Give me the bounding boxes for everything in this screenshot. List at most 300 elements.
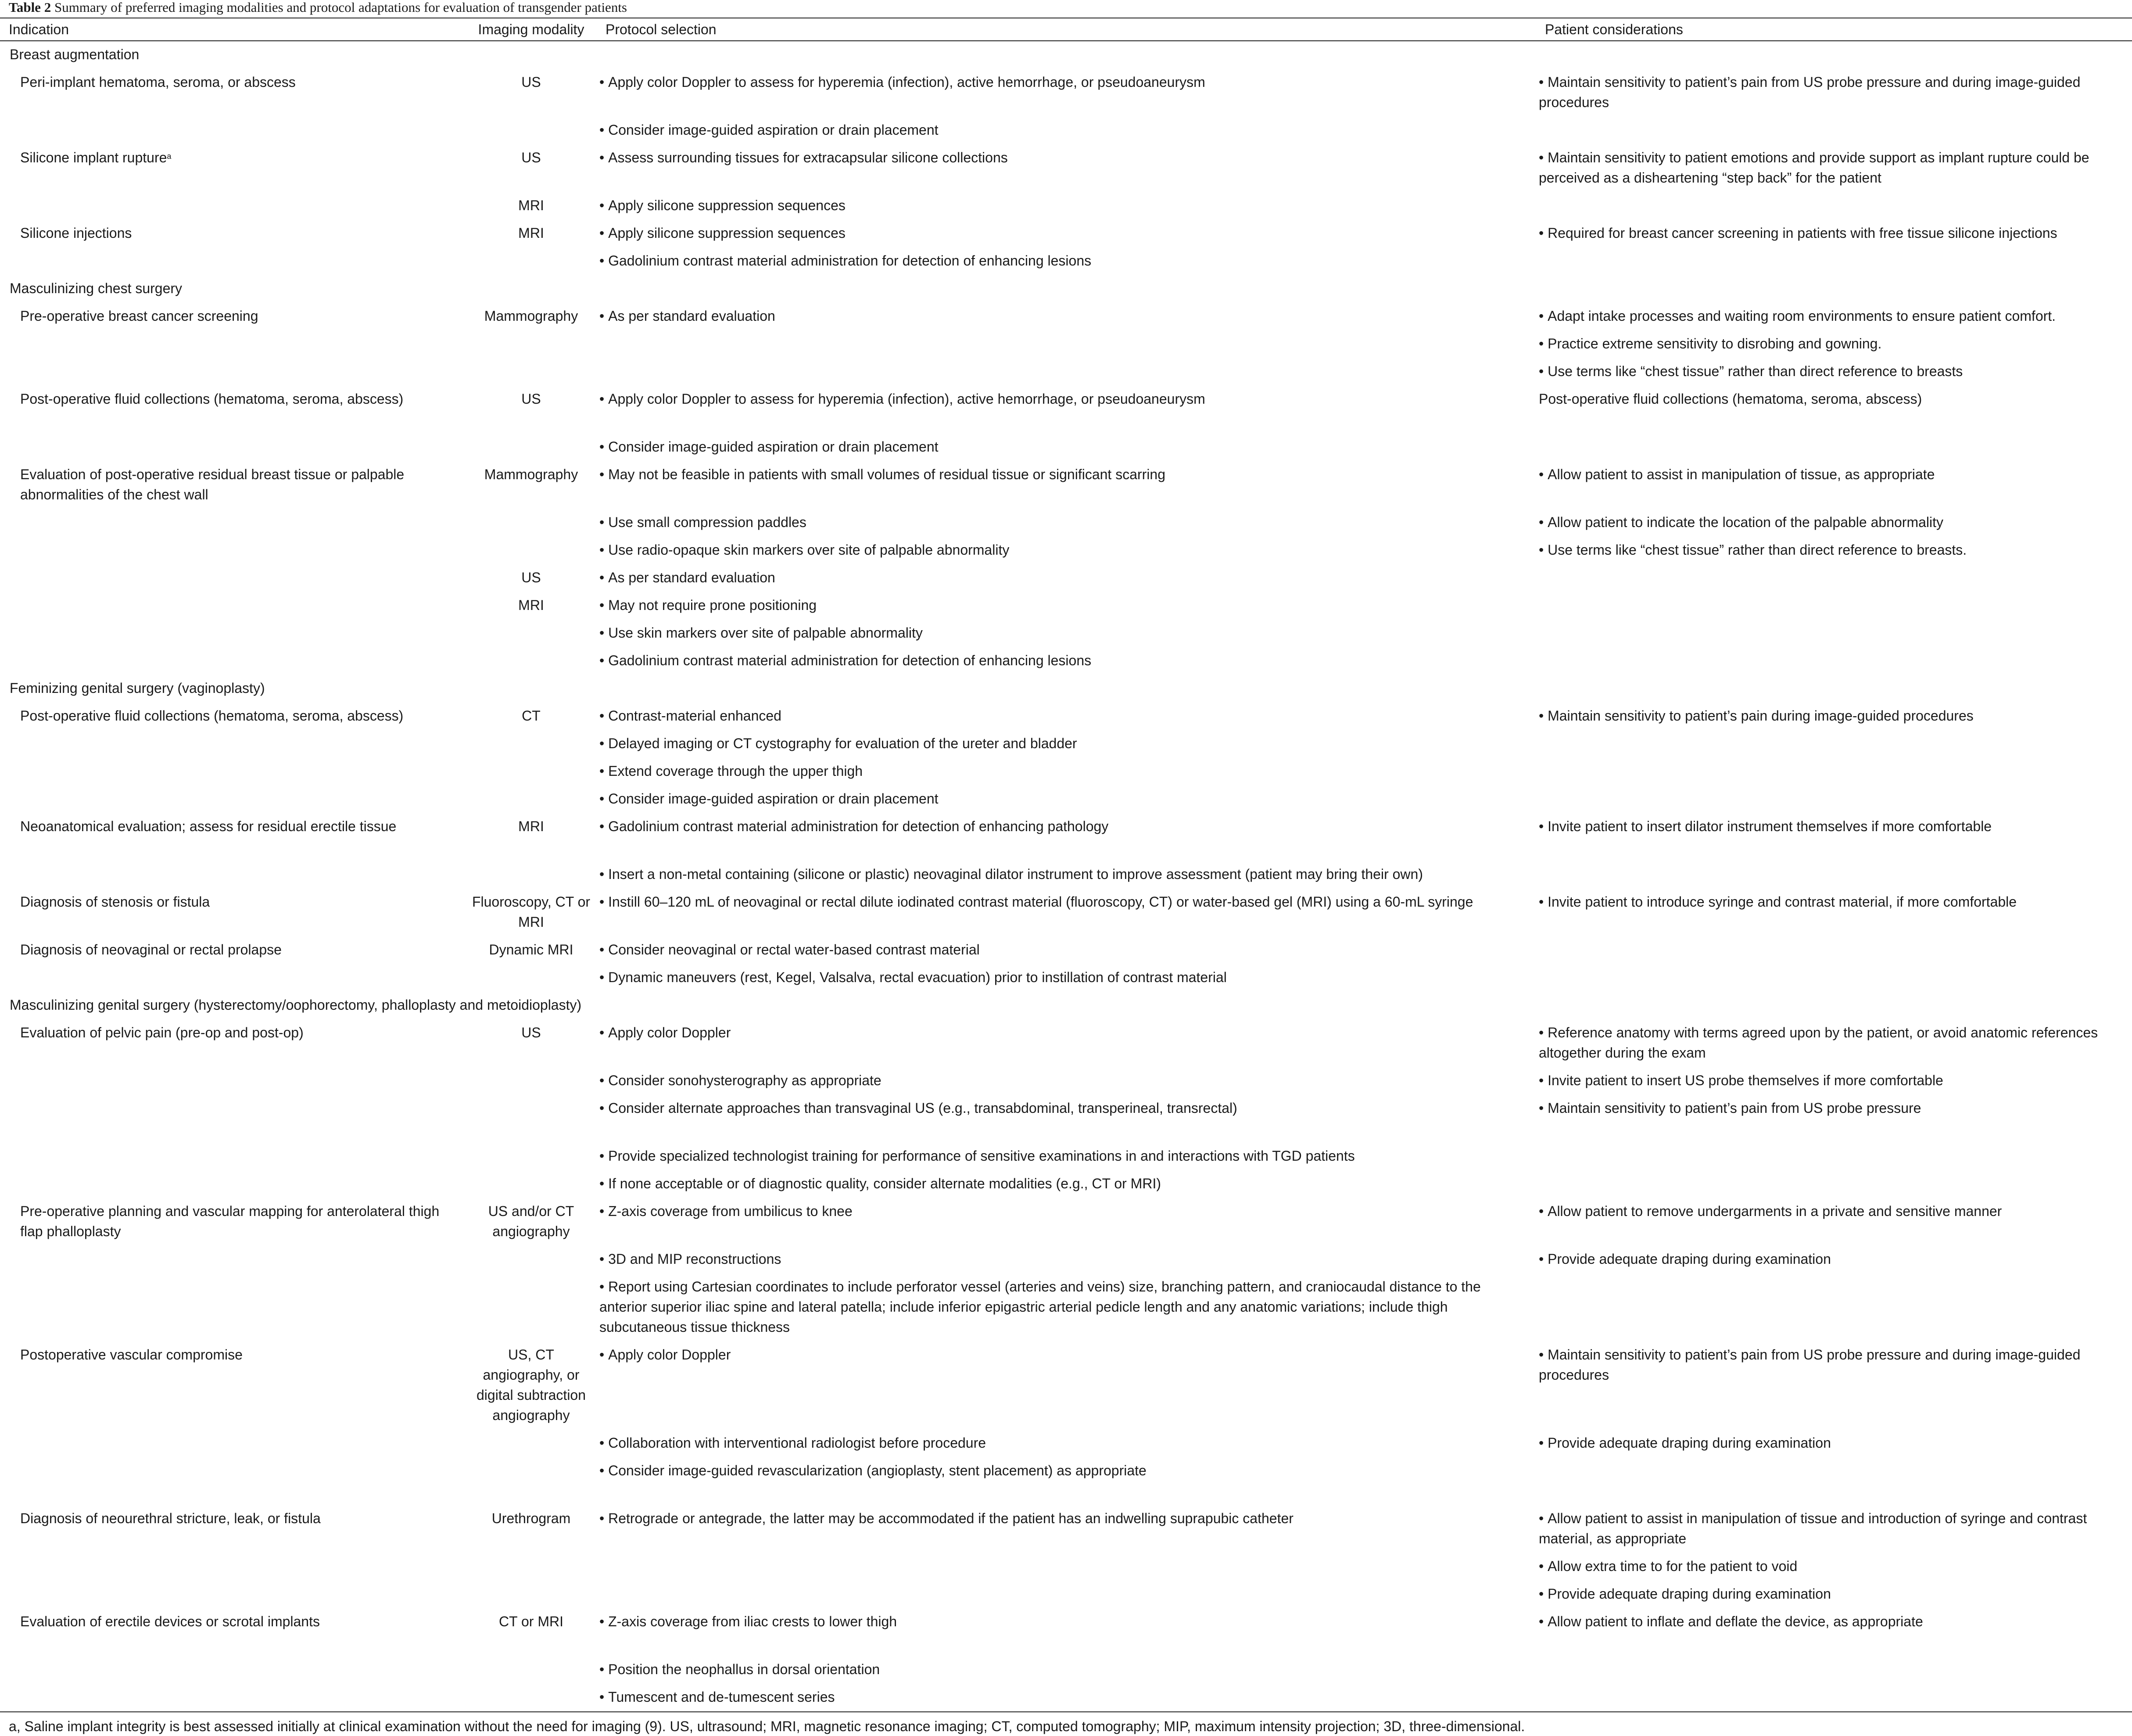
protocol-selection-cell [597, 434, 1536, 461]
imaging-modality-cell [466, 1341, 597, 1430]
indication-cell [0, 1019, 466, 1067]
table-row [0, 813, 2132, 861]
protocol-selection-cell [597, 69, 1536, 117]
section-heading: Masculinizing genital surgery (hysterectomy/oophorectomy, phalloplasty and metoidioplasty) [10, 997, 582, 1013]
indication-cell [0, 1341, 466, 1430]
table-row [0, 1553, 2132, 1581]
imaging-modality-cell [466, 620, 597, 647]
patient-considerations-text: • Adapt intake processes and waiting room environments to ensure patient comfort. [1539, 308, 2056, 324]
imaging-modality-text: US, CT angiography, or digital subtraction angiography [476, 1347, 586, 1423]
patient-considerations-cell [1536, 1170, 2132, 1198]
patient-considerations-text: • Allow patient to inflate and deflate the device, as appropriate [1539, 1614, 1923, 1629]
table-row [0, 1341, 2132, 1430]
indication-cell [0, 330, 466, 358]
protocol-selection-cell [597, 461, 1536, 509]
protocol-selection-cell [597, 330, 1536, 358]
patient-considerations-cell [1536, 1608, 2132, 1656]
imaging-modality-text: CT [522, 708, 541, 724]
table-row [0, 1430, 2132, 1457]
protocol-selection-cell [597, 1170, 1536, 1198]
protocol-selection-cell [597, 1273, 1536, 1341]
protocol-selection-cell [597, 1019, 1536, 1067]
patient-considerations-text: • Maintain sensitivity to patient’s pain from US probe pressure and during image-guided procedures [1539, 74, 2080, 110]
table-row [0, 461, 2132, 509]
patient-considerations-text: • Provide adequate draping during examination [1539, 1251, 1831, 1267]
imaging-modality-cell [466, 1581, 597, 1608]
patient-considerations-text: • Provide adequate draping during examination [1539, 1435, 1831, 1451]
patient-considerations-cell [1536, 861, 2132, 889]
protocol-selection-text: • Retrograde or antegrade, the latter may be accommodated if the patient has an indwelling suprapubic catheter [599, 1510, 1294, 1526]
table-row [0, 117, 2132, 144]
protocol-selection-cell [597, 786, 1536, 813]
patient-considerations-text: • Invite patient to introduce syringe and contrast material, if more comfortable [1539, 894, 2017, 910]
table-row [0, 69, 2132, 117]
table-row [0, 1273, 2132, 1341]
imaging-modality-cell [466, 592, 597, 620]
indication-cell [0, 786, 466, 813]
patient-considerations-cell [1536, 1505, 2132, 1553]
patient-considerations-cell [1536, 1430, 2132, 1457]
patient-considerations-text: • Use terms like “chest tissue” rather than direct reference to breasts [1539, 363, 1963, 379]
patient-considerations-cell [1536, 537, 2132, 564]
imaging-modality-cell [466, 861, 597, 889]
protocol-selection-cell [597, 813, 1536, 861]
imaging-modality-cell [466, 1019, 597, 1067]
imaging-modality-cell [466, 889, 597, 936]
protocol-selection-text: • Provide specialized technologist training for performance of sensitive examinations in and interactions with TGD patients [599, 1148, 1355, 1164]
column-header-protocol-selection: Protocol selection [597, 18, 1536, 41]
table-row [0, 1684, 2132, 1712]
table-row [0, 1170, 2132, 1198]
column-header-patient-considerations: Patient considerations [1536, 18, 2132, 41]
indication-cell [0, 964, 466, 992]
patient-considerations-text: • Allow patient to indicate the location of the palpable abnormality [1539, 514, 1943, 530]
indication-cell [0, 592, 466, 620]
table-row [0, 1019, 2132, 1067]
indication-text: Post-operative fluid collections (hematoma, seroma, abscess) [20, 708, 404, 724]
protocol-selection-cell [597, 117, 1536, 144]
protocol-selection-text: • Gadolinium contrast material administration for detection of enhancing lesions [599, 253, 1091, 269]
protocol-selection-cell [597, 247, 1536, 275]
table-row [0, 1198, 2132, 1246]
indication-cell [0, 220, 466, 247]
patient-considerations-cell [1536, 192, 2132, 220]
indication-cell [0, 861, 466, 889]
patient-considerations-text: • Allow patient to remove undergarments in a private and sensitive manner [1539, 1203, 2002, 1219]
table-row [0, 964, 2132, 992]
imaging-modality-cell [466, 1170, 597, 1198]
indication-cell [0, 730, 466, 758]
patient-considerations-text: • Maintain sensitivity to patient’s pain from US probe pressure [1539, 1100, 1921, 1116]
protocol-selection-text: • As per standard evaluation [599, 570, 775, 585]
patient-considerations-text: • Invite patient to insert dilator instrument themselves if more comfortable [1539, 818, 1992, 834]
table-row [0, 247, 2132, 275]
protocol-selection-cell [597, 564, 1536, 592]
indication-cell [0, 703, 466, 730]
protocol-selection-cell [597, 861, 1536, 889]
protocol-selection-text: • Consider alternate approaches than transvaginal US (e.g., transabdominal, transperineal, transrectal) [599, 1100, 1237, 1116]
imaging-modality-cell [466, 813, 597, 861]
protocol-selection-cell [597, 537, 1536, 564]
section-row [0, 41, 2132, 69]
patient-considerations-cell [1536, 461, 2132, 509]
patient-considerations-cell [1536, 303, 2132, 330]
indication-text: Pre-operative planning and vascular mapping for anterolateral thigh flap phalloplasty [20, 1203, 440, 1239]
patient-considerations-text: • Maintain sensitivity to patient emotions and provide support as implant rupture could be perceived as a disheartening “step back” for the patient [1539, 150, 2089, 186]
protocol-selection-cell [597, 703, 1536, 730]
table-row [0, 192, 2132, 220]
protocol-selection-cell [597, 889, 1536, 936]
patient-considerations-text: • Required for breast cancer screening in patients with free tissue silicone injections [1539, 225, 2057, 241]
section-heading: Masculinizing chest surgery [10, 280, 183, 296]
table-row [0, 1581, 2132, 1608]
protocol-selection-text: • Use radio-opaque skin markers over site of palpable abnormality [599, 542, 1009, 558]
protocol-selection-cell [597, 647, 1536, 675]
imaging-modality-cell [466, 1505, 597, 1553]
patient-considerations-cell [1536, 1684, 2132, 1712]
protocol-selection-text: • Apply silicone suppression sequences [599, 225, 846, 241]
protocol-selection-cell [597, 509, 1536, 537]
table-row [0, 620, 2132, 647]
protocol-selection-text: • Consider image-guided aspiration or drain placement [599, 122, 939, 138]
protocol-selection-text: • Dynamic maneuvers (rest, Kegel, Valsalva, rectal evacuation) prior to instillation of contrast material [599, 969, 1227, 985]
imaging-modality-cell [466, 330, 597, 358]
indication-cell [0, 1430, 466, 1457]
imaging-modality-cell [466, 303, 597, 330]
indication-cell [0, 386, 466, 434]
table-row [0, 1457, 2132, 1505]
protocol-selection-text: • Consider image-guided aspiration or drain placement [599, 791, 939, 807]
table-row [0, 1656, 2132, 1684]
patient-considerations-cell [1536, 620, 2132, 647]
imaging-modality-text: Dynamic MRI [489, 942, 573, 958]
indication-text: Evaluation of post-operative residual breast tissue or palpable abnormalities of the chest wall [20, 466, 405, 502]
imaging-modality-cell [466, 537, 597, 564]
indication-cell [0, 889, 466, 936]
protocol-selection-text: • Apply color Doppler to assess for hyperemia (infection), active hemorrhage, or pseudoaneurysm [599, 74, 1205, 90]
protocol-selection-text: • Contrast-material enhanced [599, 708, 781, 724]
protocol-selection-text: • Gadolinium contrast material administration for detection of enhancing lesions [599, 653, 1091, 668]
table-row [0, 434, 2132, 461]
indication-cell [0, 461, 466, 509]
patient-considerations-cell [1536, 730, 2132, 758]
indication-cell [0, 358, 466, 386]
table-row [0, 861, 2132, 889]
protocol-selection-cell [597, 1656, 1536, 1684]
protocol-selection-text: • Gadolinium contrast material administration for detection of enhancing pathology [599, 818, 1108, 834]
patient-considerations-cell [1536, 1457, 2132, 1505]
patient-considerations-text: • Allow patient to assist in manipulation of tissue and introduction of syringe and contrast material, as appropriate [1539, 1510, 2087, 1546]
protocol-selection-text: • Report using Cartesian coordinates to include perforator vessel (arteries and veins) size, branching pattern, and craniocaudal distance to the anterior superior iliac spine and lateral patella; include inferior epigastric arterial pedicle length and any anatomic variations; include thigh subcutaneous tissue thickness [599, 1279, 1481, 1335]
patient-considerations-text: • Practice extreme sensitivity to disrobing and gowning. [1539, 336, 1881, 352]
imaging-modality-cell [466, 1656, 597, 1684]
indication-cell [0, 1095, 466, 1143]
patient-considerations-cell [1536, 1341, 2132, 1430]
protocol-selection-text: • Collaboration with interventional radiologist before procedure [599, 1435, 986, 1451]
patient-considerations-text: • Provide adequate draping during examination [1539, 1586, 1831, 1602]
protocol-selection-cell [597, 964, 1536, 992]
indication-cell [0, 936, 466, 964]
patient-considerations-cell [1536, 509, 2132, 537]
table-header-row [0, 18, 2132, 41]
indication-cell [0, 1273, 466, 1341]
table-row [0, 1095, 2132, 1143]
table-row [0, 220, 2132, 247]
patient-considerations-cell [1536, 144, 2132, 192]
patient-considerations-cell [1536, 358, 2132, 386]
indication-cell [0, 247, 466, 275]
indication-cell [0, 303, 466, 330]
protocol-selection-text: • Z-axis coverage from umbilicus to knee [599, 1203, 853, 1219]
protocol-selection-text: • Instill 60–120 mL of neovaginal or rectal dilute iodinated contrast material (fluoroscopy, CT) or water-based gel (MRI) using a 60-mL syringe [599, 894, 1473, 910]
patient-considerations-cell [1536, 220, 2132, 247]
table-row [0, 936, 2132, 964]
imaging-modality-cell [466, 220, 597, 247]
patient-considerations-cell [1536, 386, 2132, 434]
imaging-modality-cell [466, 1553, 597, 1581]
protocol-selection-cell [597, 144, 1536, 192]
imaging-modality-text: Mammography [484, 466, 578, 482]
protocol-selection-text: • Assess surrounding tissues for extracapsular silicone collections [599, 150, 1008, 165]
imaging-modality-cell [466, 1684, 597, 1712]
patient-considerations-cell [1536, 1656, 2132, 1684]
protocol-selection-cell [597, 758, 1536, 786]
protocol-selection-text: • Consider neovaginal or rectal water-based contrast material [599, 942, 980, 958]
table-row [0, 1505, 2132, 1553]
indication-cell [0, 69, 466, 117]
table-row [0, 730, 2132, 758]
table-row [0, 144, 2132, 192]
patient-considerations-text: • Allow patient to assist in manipulation of tissue, as appropriate [1539, 466, 1935, 482]
imaging-modality-text: US [521, 74, 541, 90]
imaging-modality-cell [466, 1457, 597, 1505]
imaging-modality-text: Mammography [484, 308, 578, 324]
protocol-selection-text: • If none acceptable or of diagnostic quality, consider alternate modalities (e.g., CT or MRI) [599, 1176, 1161, 1191]
section-heading: Breast augmentation [10, 47, 140, 62]
indication-text: Post-operative fluid collections (hematoma, seroma, abscess) [20, 391, 404, 407]
imaging-modality-cell [466, 69, 597, 117]
section-heading: Feminizing genital surgery (vaginoplasty) [10, 680, 265, 696]
table-row [0, 1067, 2132, 1095]
indication-cell [0, 117, 466, 144]
indication-text: Evaluation of pelvic pain (pre-op and post-op) [20, 1025, 304, 1040]
patient-considerations-text: Post-operative fluid collections (hematoma, seroma, abscess) [1539, 391, 1922, 407]
patient-considerations-cell [1536, 330, 2132, 358]
imaging-modality-cell [466, 247, 597, 275]
protocol-selection-text: • Apply color Doppler [599, 1347, 731, 1363]
protocol-selection-cell [597, 1198, 1536, 1246]
protocol-selection-cell [597, 1553, 1536, 1581]
table-row [0, 358, 2132, 386]
patient-considerations-text: • Allow extra time to for the patient to void [1539, 1558, 1797, 1574]
patient-considerations-text: • Invite patient to insert US probe themselves if more comfortable [1539, 1072, 1943, 1088]
imaging-modality-cell [466, 1430, 597, 1457]
column-header-imaging-modality: Imaging modality [466, 18, 597, 41]
indication-cell [0, 1198, 466, 1246]
imaging-modality-text: Urethrogram [491, 1510, 571, 1526]
table-row [0, 386, 2132, 434]
indication-cell [0, 144, 466, 192]
imaging-protocol-table [0, 18, 2132, 1712]
protocol-selection-cell [597, 1608, 1536, 1656]
imaging-modality-cell [466, 1067, 597, 1095]
patient-considerations-text: • Maintain sensitivity to patient’s pain from US probe pressure and during image-guided procedures [1539, 1347, 2080, 1383]
indication-cell [0, 1553, 466, 1581]
imaging-modality-cell [466, 358, 597, 386]
imaging-modality-cell [466, 1143, 597, 1170]
indication-cell [0, 434, 466, 461]
imaging-modality-cell [466, 964, 597, 992]
protocol-selection-cell [597, 1246, 1536, 1273]
patient-considerations-cell [1536, 1273, 2132, 1341]
table-row [0, 564, 2132, 592]
imaging-modality-cell [466, 1246, 597, 1273]
indication-cell [0, 564, 466, 592]
protocol-selection-text: • Apply color Doppler to assess for hyperemia (infection), active hemorrhage, or pseudoaneurysm [599, 391, 1205, 407]
indication-text: Diagnosis of stenosis or fistula [20, 894, 210, 910]
imaging-modality-cell [466, 1095, 597, 1143]
table-row [0, 1246, 2132, 1273]
indication-cell [0, 1684, 466, 1712]
patient-considerations-cell [1536, 434, 2132, 461]
imaging-modality-text: MRI [518, 597, 544, 613]
protocol-selection-text: • Use skin markers over site of palpable abnormality [599, 625, 923, 641]
imaging-modality-text: US and/or CT angiography [488, 1203, 574, 1239]
section-row [0, 275, 2132, 303]
protocol-selection-text: • Use small compression paddles [599, 514, 806, 530]
imaging-modality-text: MRI [518, 197, 544, 213]
imaging-modality-text: US [521, 150, 541, 165]
table-row [0, 758, 2132, 786]
imaging-modality-text: MRI [518, 225, 544, 241]
table-header [0, 18, 2132, 41]
patient-considerations-cell [1536, 1067, 2132, 1095]
patient-considerations-cell [1536, 564, 2132, 592]
patient-considerations-cell [1536, 758, 2132, 786]
patient-considerations-cell [1536, 247, 2132, 275]
imaging-modality-cell [466, 1608, 597, 1656]
indication-cell [0, 620, 466, 647]
imaging-modality-text: US [521, 570, 541, 585]
table-caption [0, 0, 2132, 18]
imaging-modality-cell [466, 144, 597, 192]
protocol-selection-cell [597, 220, 1536, 247]
indication-cell [0, 1067, 466, 1095]
protocol-selection-cell [597, 936, 1536, 964]
protocol-selection-text: • Apply color Doppler [599, 1025, 731, 1040]
indication-text: Postoperative vascular compromise [20, 1347, 243, 1363]
patient-considerations-cell [1536, 813, 2132, 861]
protocol-selection-text: • Position the neophallus in dorsal orientation [599, 1661, 880, 1677]
indication-text: Silicone implant rupture [20, 150, 167, 165]
imaging-modality-cell [466, 936, 597, 964]
protocol-selection-text: • 3D and MIP reconstructions [599, 1251, 781, 1267]
patient-considerations-text: • Maintain sensitivity to patient’s pain during image-guided procedures [1539, 708, 1974, 724]
protocol-selection-text: • Consider image-guided aspiration or drain placement [599, 439, 939, 455]
protocol-selection-cell [597, 730, 1536, 758]
imaging-modality-cell [466, 461, 597, 509]
protocol-selection-cell [597, 1581, 1536, 1608]
protocol-selection-cell [597, 358, 1536, 386]
imaging-modality-cell [466, 1198, 597, 1246]
indication-text: Diagnosis of neourethral stricture, leak, or fistula [20, 1510, 321, 1526]
patient-considerations-cell [1536, 936, 2132, 964]
imaging-modality-cell [466, 647, 597, 675]
indication-cell [0, 1143, 466, 1170]
protocol-selection-cell [597, 1430, 1536, 1457]
protocol-selection-cell [597, 1457, 1536, 1505]
indication-cell [0, 537, 466, 564]
patient-considerations-cell [1536, 889, 2132, 936]
protocol-selection-cell [597, 592, 1536, 620]
protocol-selection-cell [597, 1067, 1536, 1095]
table-row [0, 647, 2132, 675]
protocol-selection-cell [597, 1341, 1536, 1430]
indication-cell [0, 1457, 466, 1505]
indication-cell [0, 813, 466, 861]
indication-cell [0, 1581, 466, 1608]
patient-considerations-cell [1536, 69, 2132, 117]
protocol-selection-text: • May not require prone positioning [599, 597, 817, 613]
table-row [0, 537, 2132, 564]
patient-considerations-text: • Reference anatomy with terms agreed upon by the patient, or avoid anatomic references altogether during the exam [1539, 1025, 2098, 1061]
indication-cell [0, 1656, 466, 1684]
indication-text: Pre-operative breast cancer screening [20, 308, 258, 324]
protocol-selection-cell [597, 386, 1536, 434]
table-row [0, 1608, 2132, 1656]
table-footnote: a, Saline implant integrity is best assessed initially at clinical examination without the need for imaging (9). US, ultrasound; MRI, magnetic resonance imaging; CT, computed tomography; MIP, maximum intensity projection; 3D, three-dimensional. [9, 1718, 1525, 1734]
indication-text: Peri-implant hematoma, seroma, or abscess [20, 74, 296, 90]
imaging-modality-cell [466, 509, 597, 537]
indication-cell [0, 1608, 466, 1656]
patient-considerations-cell [1536, 1095, 2132, 1143]
protocol-selection-cell [597, 1684, 1536, 1712]
imaging-modality-cell [466, 1273, 597, 1341]
protocol-selection-text: • As per standard evaluation [599, 308, 775, 324]
patient-considerations-text: • Use terms like “chest tissue” rather than direct reference to breasts. [1539, 542, 1967, 558]
table-row [0, 509, 2132, 537]
patient-considerations-cell [1536, 1246, 2132, 1273]
imaging-modality-text: Fluoroscopy, CT or MRI [472, 894, 591, 930]
table-row [0, 889, 2132, 936]
imaging-modality-cell [466, 786, 597, 813]
imaging-modality-text: US [521, 1025, 541, 1040]
table-body [0, 41, 2132, 1712]
indication-cell [0, 647, 466, 675]
column-header-indication: Indication [0, 18, 466, 41]
protocol-selection-cell [597, 1505, 1536, 1553]
patient-considerations-cell [1536, 1581, 2132, 1608]
patient-considerations-cell [1536, 786, 2132, 813]
protocol-selection-cell [597, 1143, 1536, 1170]
section-row [0, 992, 2132, 1019]
patient-considerations-cell [1536, 1553, 2132, 1581]
indication-cell [0, 509, 466, 537]
protocol-selection-text: • May not be feasible in patients with small volumes of residual tissue or significant scarring [599, 466, 1165, 482]
section-row [0, 675, 2132, 703]
patient-considerations-cell [1536, 592, 2132, 620]
indication-cell [0, 1505, 466, 1553]
patient-considerations-cell [1536, 703, 2132, 730]
patient-considerations-cell [1536, 647, 2132, 675]
protocol-selection-text: • Delayed imaging or CT cystography for evaluation of the ureter and bladder [599, 735, 1077, 751]
table-row [0, 330, 2132, 358]
protocol-selection-cell [597, 192, 1536, 220]
protocol-selection-cell [597, 620, 1536, 647]
indication-text: Silicone injections [20, 225, 132, 241]
indication-text: Neoanatomical evaluation; assess for residual erectile tissue [20, 818, 397, 834]
indication-cell [0, 1246, 466, 1273]
